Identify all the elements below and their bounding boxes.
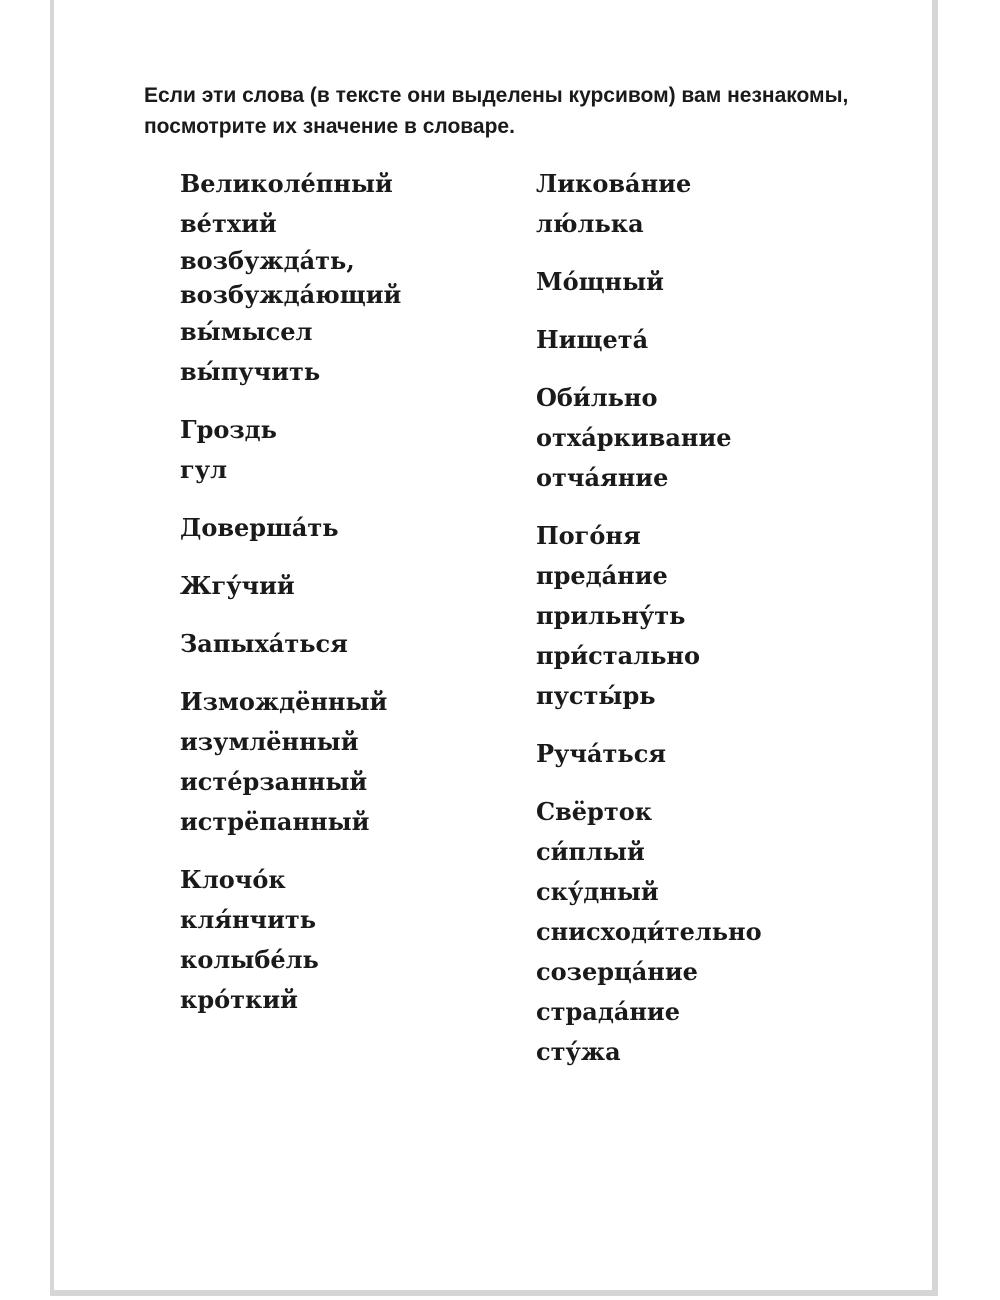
word-item: отха́ркивание <box>536 423 732 452</box>
word-item: созерца́ние <box>536 957 698 986</box>
word-item: Ликова́ние <box>536 169 692 198</box>
word-group-k <box>180 860 401 1020</box>
word-group-s <box>536 792 762 1072</box>
word-item: Измождённый <box>180 687 388 716</box>
word-item: ску́дный <box>536 877 659 906</box>
word-item: возбужда́ющий <box>180 280 402 309</box>
word-item: Руча́ться <box>536 739 667 768</box>
word-item: преда́ние <box>536 561 668 590</box>
word-item: Свёрток <box>536 797 653 826</box>
word-list-right <box>536 164 762 1090</box>
word-item: вы́мысел <box>180 317 313 346</box>
word-item: пусты́рь <box>536 681 656 710</box>
word-item: отча́яние <box>536 463 669 492</box>
word-item: Нищета́ <box>536 325 649 354</box>
word-item: Клочо́к <box>180 865 286 894</box>
word-item: Гроздь <box>180 415 277 444</box>
word-item: Жгу́чий <box>180 571 295 600</box>
word-item: ве́тхий <box>180 209 277 238</box>
word-item: колыбе́ль <box>180 945 319 974</box>
word-item: истрёпанный <box>180 807 370 836</box>
word-group-zh <box>180 566 401 606</box>
word-list-left <box>180 164 401 1038</box>
word-item: гул <box>180 455 227 484</box>
word-item: страда́ние <box>536 997 680 1026</box>
word-group-n <box>536 320 762 360</box>
word-item: прильну́ть <box>536 601 686 630</box>
word-item: исте́рзанный <box>180 767 368 796</box>
word-item: сту́жа <box>536 1037 621 1066</box>
word-item: Запыха́ться <box>180 629 348 658</box>
word-group-d <box>180 508 401 548</box>
word-item: Пого́ня <box>536 521 641 550</box>
word-group-i <box>180 682 401 842</box>
word-item: изумлённый <box>180 727 359 756</box>
word-item: возбужда́ть, <box>180 246 355 275</box>
word-item: си́плый <box>536 837 645 866</box>
word-item: Великоле́пный <box>180 169 393 198</box>
word-item: Оби́льно <box>536 383 658 412</box>
word-item: кро́ткий <box>180 985 298 1014</box>
word-item: вы́пучить <box>180 357 321 386</box>
word-group-g <box>180 410 401 490</box>
word-item: Доверша́ть <box>180 513 339 542</box>
word-group-m <box>536 262 762 302</box>
word-group-z <box>180 624 401 664</box>
word-group-r <box>536 734 762 774</box>
word-item: Мо́щный <box>536 267 664 296</box>
word-item: при́стально <box>536 641 700 670</box>
word-group-p <box>536 516 762 716</box>
word-item: лю́лька <box>536 209 644 238</box>
word-group-l <box>536 164 762 244</box>
intro-text: Если эти слова (в тексте они выделены курсивом) вам незнакомы, посмотрите их значение в словаре. <box>144 84 849 138</box>
word-item: снисходи́тельно <box>536 917 762 946</box>
word-group-o <box>536 378 762 498</box>
word-item: кля́нчить <box>180 905 317 934</box>
word-group-v <box>180 164 401 392</box>
